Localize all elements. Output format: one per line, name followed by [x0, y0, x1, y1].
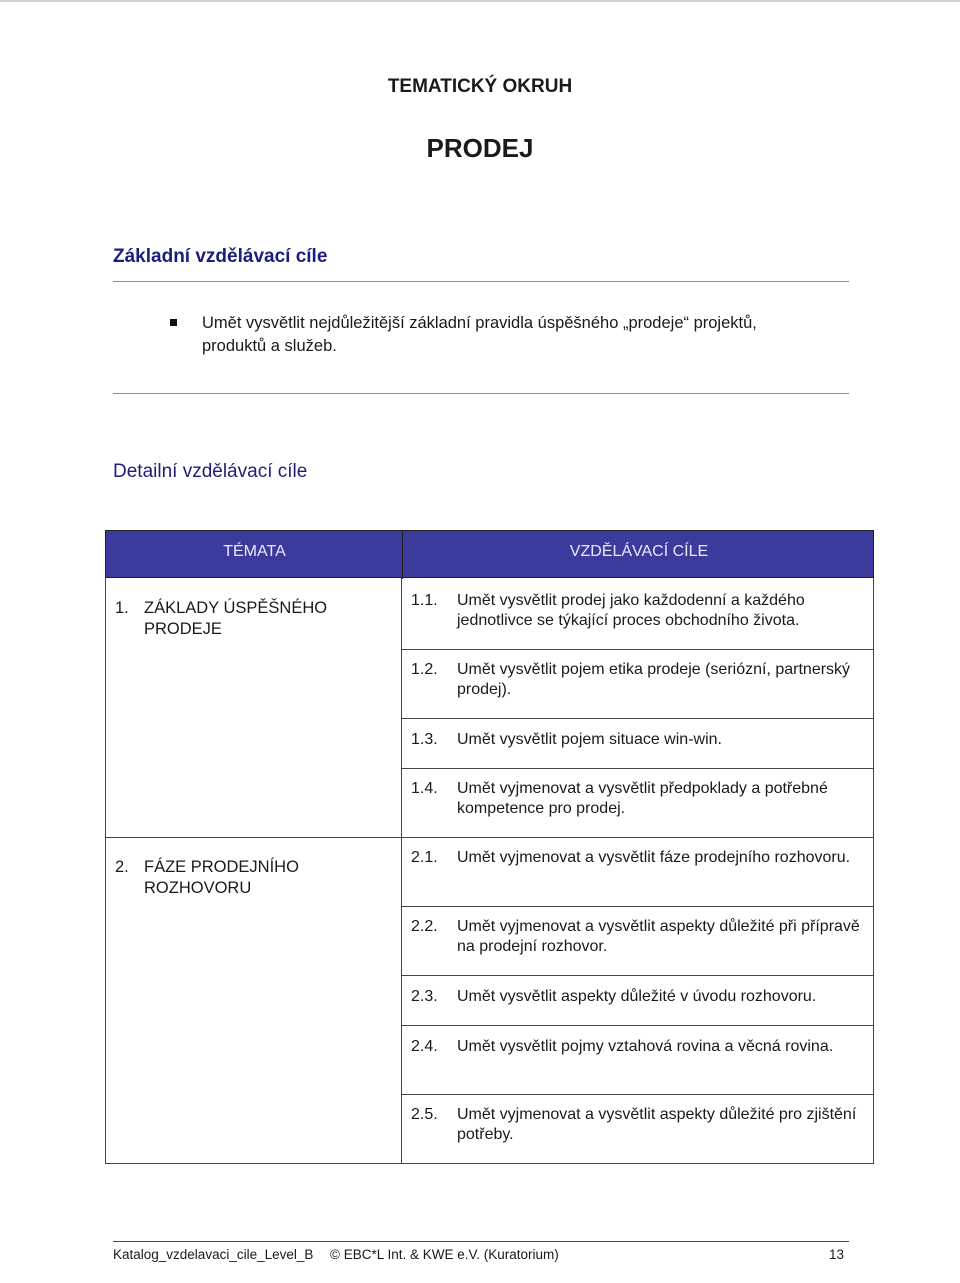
- goal-text: Umět vysvětlit prodej jako každodenní a každého jednotlivce se týkající proces obchodního života.: [457, 592, 805, 629]
- goal-text: Umět vyjmenovat a vysvětlit aspekty důležité při přípravě na prodejní rozhovor.: [457, 918, 860, 955]
- header-goals: VZDĚLÁVACÍ CÍLE: [569, 543, 709, 560]
- square-bullet-icon: [170, 319, 177, 326]
- topic-number: 1.: [115, 599, 129, 617]
- page-number: 13: [829, 1247, 845, 1262]
- goal-text: Umět vysvětlit pojem situace win-win.: [457, 731, 722, 748]
- divider: [113, 393, 849, 394]
- header-topics: TÉMATA: [223, 543, 286, 560]
- goal-row: [411, 917, 871, 957]
- bullet-text: Umět vysvětlit nejdůležitější základní pravidla úspěšného „prodeje“ projektů, produktů a služeb.: [202, 314, 757, 355]
- top-border: [0, 0, 960, 2]
- goal-row: [411, 1037, 871, 1057]
- goal-text: Umět vyjmenovat a vysvětlit předpoklady a potřebné kompetence pro prodej.: [457, 780, 828, 817]
- topic-2: [115, 857, 390, 899]
- detail-goals-heading: Detailní vzdělávací cíle: [113, 461, 308, 482]
- group-divider: [105, 837, 874, 838]
- goal-number: 2.2.: [411, 918, 438, 935]
- topic-1: [115, 598, 390, 640]
- goal-number: 1.4.: [411, 780, 438, 797]
- row-divider: [402, 975, 874, 976]
- goal-number: 2.4.: [411, 1038, 438, 1055]
- page-kicker: TEMATICKÝ OKRUH: [387, 76, 573, 97]
- goals-table: [105, 530, 874, 1164]
- row-divider: [402, 906, 874, 907]
- divider: [113, 281, 849, 282]
- goal-number: 2.1.: [411, 849, 438, 866]
- topic-label: FÁZE PRODEJNÍHO ROZHOVORU: [144, 858, 299, 897]
- row-divider: [402, 649, 874, 650]
- goal-number: 1.2.: [411, 661, 438, 678]
- row-divider: [402, 768, 874, 769]
- goal-text: Umět vyjmenovat a vysvětlit aspekty důležité pro zjištění potřeby.: [457, 1106, 857, 1143]
- goal-row: [411, 987, 871, 1007]
- goal-row: [411, 660, 871, 700]
- row-divider: [402, 1025, 874, 1026]
- footer-filename: Katalog_vzdelavaci_cile_Level_B: [113, 1247, 314, 1262]
- goal-number: 1.3.: [411, 731, 438, 748]
- topic-number: 2.: [115, 858, 129, 876]
- footer-copyright: © EBC*L Int. & KWE e.V. (Kuratorium): [330, 1247, 559, 1262]
- goal-number: 2.3.: [411, 988, 438, 1005]
- basic-goals-heading: Základní vzdělávací cíle: [113, 246, 328, 267]
- goal-row: [411, 591, 871, 631]
- goal-text: Umět vyjmenovat a vysvětlit fáze prodejního rozhovoru.: [457, 849, 851, 866]
- goal-text: Umět vysvětlit pojem etika prodeje (seriózní, partnerský prodej).: [457, 661, 851, 698]
- goal-row: [411, 779, 871, 819]
- goal-text: Umět vysvětlit aspekty důležité v úvodu rozhovoru.: [457, 988, 817, 1005]
- page-title: PRODEJ: [426, 133, 534, 163]
- goal-row: [411, 730, 871, 750]
- goal-row: [411, 848, 871, 868]
- goal-row: [411, 1105, 871, 1145]
- goal-text: Umět vysvětlit pojmy vztahová rovina a věcná rovina.: [457, 1038, 834, 1055]
- footer-divider: [113, 1241, 849, 1242]
- column-divider: [401, 578, 402, 1164]
- bullet-item: [170, 312, 820, 358]
- row-divider: [402, 718, 874, 719]
- goal-number: 1.1.: [411, 592, 438, 609]
- table-header: [105, 530, 874, 578]
- topic-label: ZÁKLADY ÚSPĚŠNÉHO PRODEJE: [144, 599, 328, 638]
- row-divider: [402, 1094, 874, 1095]
- goal-number: 2.5.: [411, 1106, 438, 1123]
